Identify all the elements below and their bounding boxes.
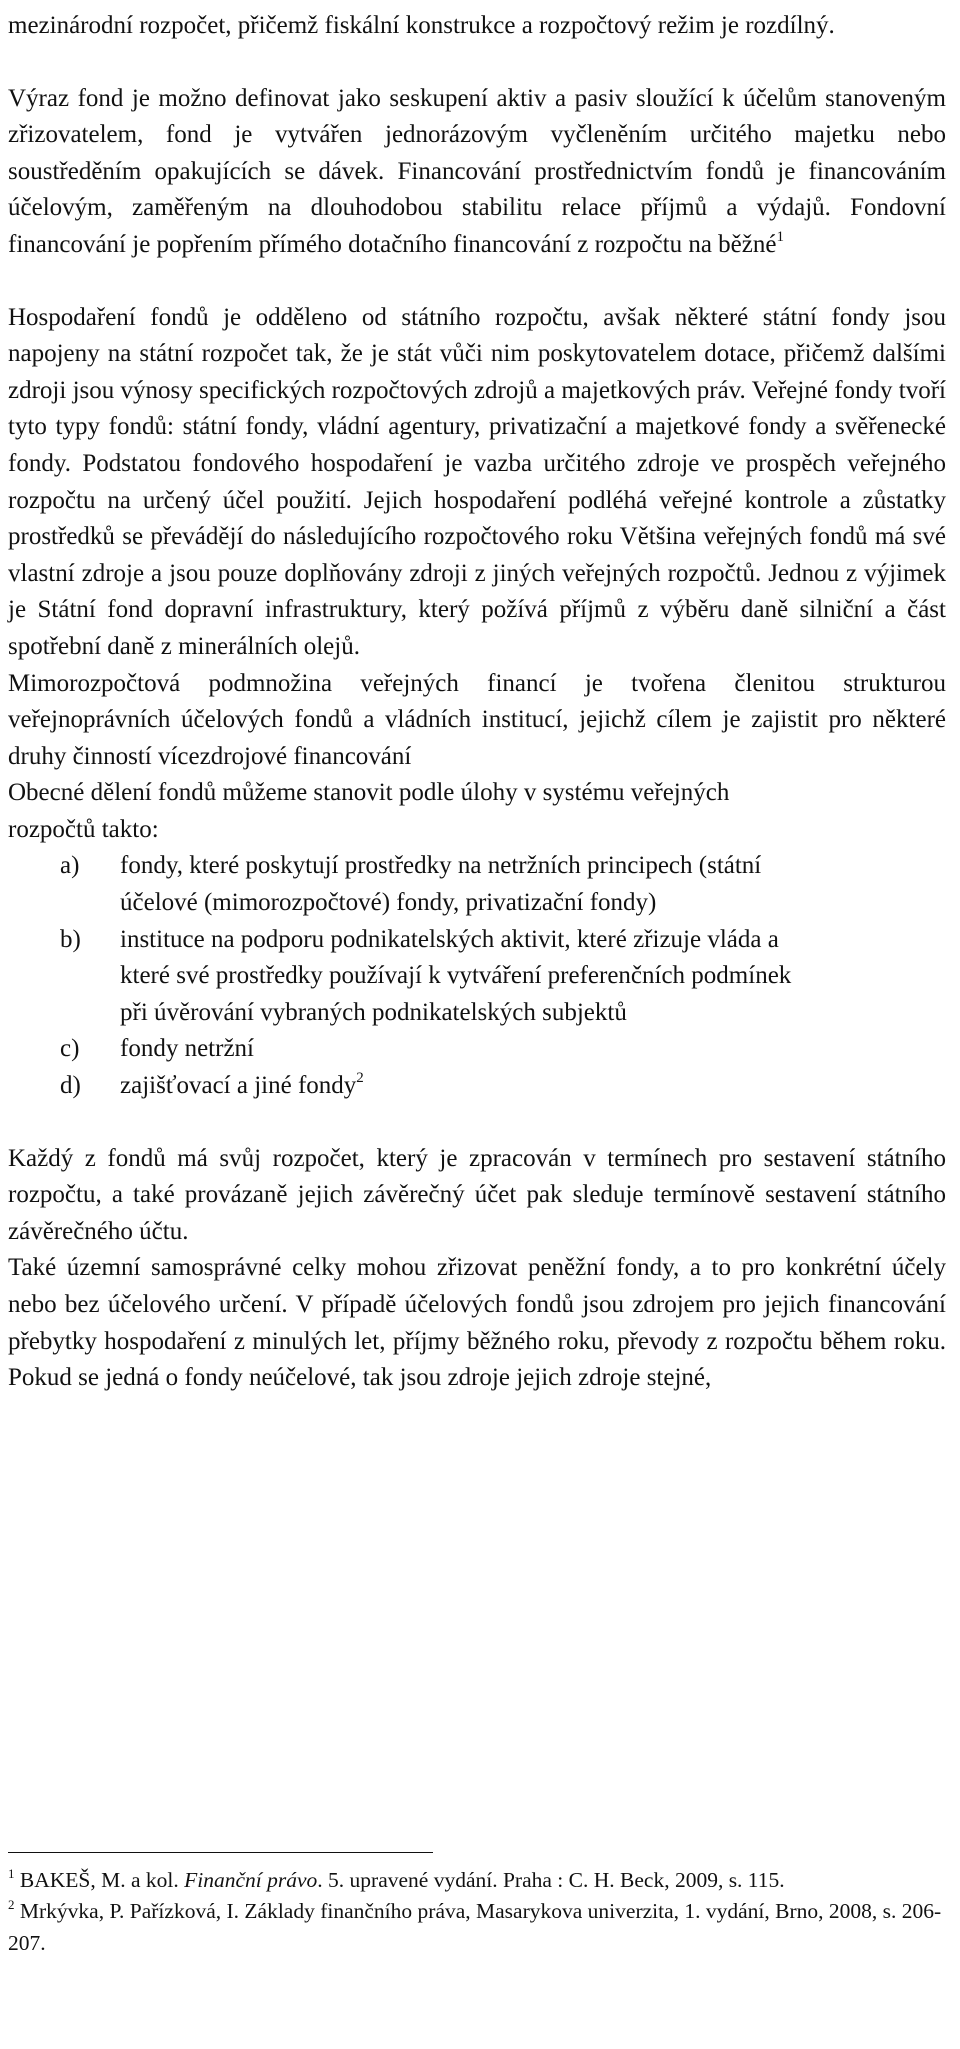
- list-item-text: fondy netržní: [120, 1035, 254, 1063]
- cited-title: Finanční právo: [184, 1868, 318, 1892]
- footnote-number: 2: [8, 1897, 15, 1913]
- list-item: [60, 1031, 946, 1068]
- paragraph-extra-budget-subset: Mimorozpočtová podmnožina veřejných financí je tvořena členitou strukturou veřejnoprávních účelových fondů a vládních institucí, jejichž cílem je zajistit pro některé druhy činností vícezdrojové financování: [8, 669, 946, 770]
- footnote-ref-2[interactable]: 2: [356, 1070, 364, 1087]
- list-item: [60, 922, 946, 1032]
- list-item: [60, 848, 946, 921]
- paragraph-fund-economy: Hospodaření fondů je odděleno od státního rozpočtu, avšak některé státní fondy jsou napojeny na státní rozpočet tak, že je stát vůči nim poskytovatelem dotace, přičemž dalšími zdroji jsou výnosy specifických rozpočtových zdrojů a majetkových práv. Veřejné fondy tvoří tyto typy fondů: státní fondy, vládní agentury, privatizační a majetkové fondy a svěřenecké fondy. Podstatou fondového hospodaření je vazba určitého zdroje ve prospěch veřejného rozpočtu na určený účel použití. Jejich hospodaření podléhá veřejné kontrole a zůstatky prostředků se převádějí do následujícího rozpočtového roku Většina veřejných fondů má své vlastní zdroje a jsou pouze doplňovány zdroji z jiných veřejných rozpočtů. Jednou z výjimek je Státní fond dopravní infrastruktury, který požívá příjmů z výběru daně silniční a část spotřební daně z minerálních olejů.: [8, 303, 946, 660]
- footnotes: [8, 1865, 946, 1959]
- paragraph-intro: mezinárodní rozpočet, přičemž fiskální konstrukce a rozpočtový režim je rozdílný.: [8, 12, 835, 39]
- list-marker: b): [60, 925, 81, 953]
- paragraph-territorial-funds: Také územní samosprávné celky mohou zřizovat peněžní fondy, a to pro konkrétní účely nebo bez účelového určení. V případě účelových fondů jsou zdrojem pro jejich financování přebytky hospodaření z minulých let, příjmy běžného roku, převody z rozpočtu během roku. Pokud se jedná o fondy neúčelové, tak jsou zdroje jejich zdroje stejné,: [8, 1254, 946, 1392]
- footnote-2: $^2$ Mrkývka, P. Pařízková, I. Základy finančního práva, Masarykova univerzita, 1. vydání, Brno, 2008, s. 206-207.: [8, 1897, 942, 1955]
- list-marker: c): [60, 1035, 80, 1063]
- list-item-text: fondy, které poskytují prostředky na netržních principech (státní účelové (mimorozpočtové) fondy, privatizační fondy): [120, 852, 762, 917]
- footnote-separator: [8, 1852, 433, 1853]
- paragraph-fund-budget: Každý z fondů má svůj rozpočet, který je zpracován v termínech pro sestavení státního rozpočtu, a také provázaně jejich závěrečný účet pak sleduje termínově sestavení státního závěrečného účtu.: [8, 1144, 946, 1245]
- footnote-ref-1[interactable]: 1: [776, 228, 784, 245]
- footnote-1: $^1$ BAKEŠ, M. a kol. Finanční právo. 5. upravené vydání. Praha : C. H. Beck, 2009, s. 115.: [8, 1866, 785, 1892]
- list-item-text: instituce na podporu podnikatelských aktivit, které zřizuje vláda a které své prostředky používají k vytváření preferenčních podmínek při úvěrování vybraných podnikatelských subjektů: [120, 925, 792, 1026]
- list-item: [60, 1068, 946, 1105]
- paragraph-fund-definition: Výraz fond je možno definovat jako seskupení aktiv a pasiv sloužící k účelům stanoveným zřizovatelem, fond je vytvářen jednorázovým vyčleněním určitého majetku nebo soustředěním opakujících se dávek. Financování prostřednictvím fondů je financováním účelovým, zaměřeným na dlouhodobou stabilitu relace příjmů a výdajů. Fondovní financování je popřením přímého dotačního financování z rozpočtu na běžné$^1$: [8, 84, 946, 258]
- footnote-number: 1: [8, 1866, 15, 1881]
- list-marker: a): [60, 852, 80, 880]
- list-marker: d): [60, 1072, 81, 1100]
- paragraph-fund-division: Obecné dělení fondů můžeme stanovit podle úlohy v systému veřejných rozpočtů takto:: [8, 779, 730, 843]
- fund-type-list: [8, 848, 946, 1104]
- list-item-text: zajišťovací a jiné fondy: [120, 1072, 357, 1100]
